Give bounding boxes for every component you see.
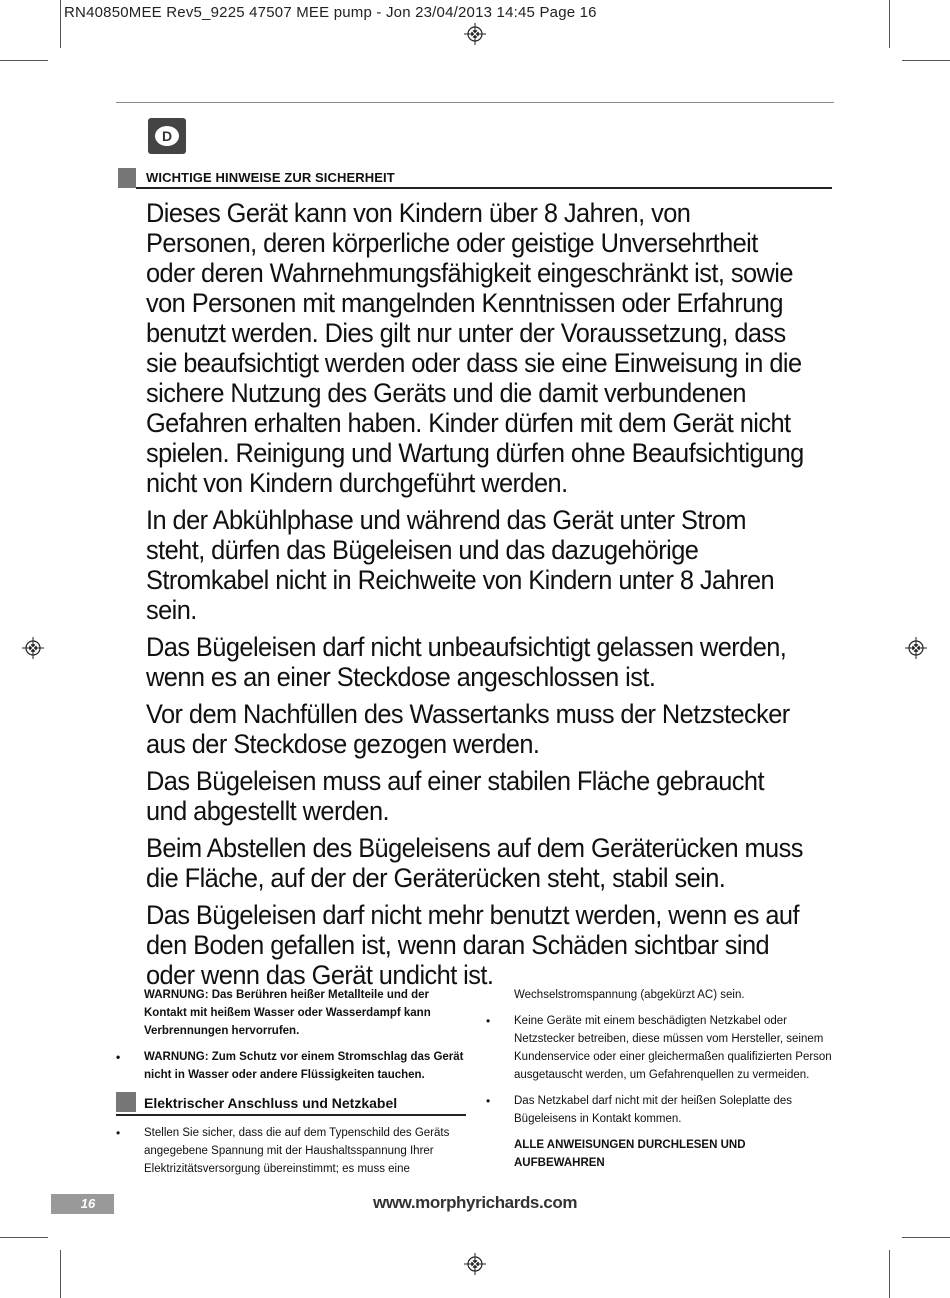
registration-mark-icon — [464, 23, 486, 45]
closing-note — [486, 1136, 838, 1172]
page-number-tab — [51, 1194, 114, 1214]
crop-mark — [0, 60, 48, 61]
paragraph: Beim Abstellen des Bügeleisens auf dem Geräterücken muss die Fläche, auf der der Geräterücken steht, stabil sein. — [146, 833, 803, 893]
language-badge — [148, 118, 186, 154]
website-url[interactable]: www.morphyrichards.com — [373, 1193, 578, 1212]
continuation-text — [486, 986, 838, 1004]
crop-mark — [902, 1237, 950, 1238]
paragraph: Das Bügeleisen muss auf einer stabilen Fläche gebraucht und abgestellt werden. — [146, 766, 764, 826]
list-item — [486, 1012, 838, 1084]
crop-mark — [0, 1237, 48, 1238]
divider — [136, 187, 832, 189]
page-number: 16 — [80, 1196, 96, 1211]
crop-mark — [60, 1250, 61, 1298]
list-item-text: Wechselstromspannung (abgekürzt AC) sein. — [514, 989, 745, 1001]
left-column — [116, 986, 466, 1186]
paragraph: Das Bügeleisen darf nicht unbeaufsichtigt gelassen werden, wenn es an einer Steckdose angeschlossen ist. — [146, 632, 787, 692]
section-title: Elektrischer Anschluss und Netzkabel — [144, 1095, 398, 1111]
section-header — [116, 1092, 466, 1116]
paragraph: Das Bügeleisen darf nicht mehr benutzt werden, wenn es auf den Boden gefallen ist, wenn daran Schäden sichtbar sind oder wenn das Gerät undicht ist. — [146, 900, 799, 990]
list-item — [116, 1124, 466, 1178]
paragraph: Dieses Gerät kann von Kindern über 8 Jahren, von Personen, deren körperliche oder geistige Unversehrtheit oder deren Wahrnehmungsfähigkeit eingeschränkt ist, sowie von Personen mit mangelnden Kenntnissen oder Erfahrung benutzt werden. Dies gilt nur unter der Voraussetzung, dass sie beaufsichtigt werden oder dass sie eine Einweisung in die sichere Nutzung des Geräts und die damit verbundenen Gefahren erhalten haben. Kinder dürfen mit dem Gerät nicht spielen. Reinigung und Wartung dürfen ohne Beaufsichtigung nicht von Kindern durchgeführt werden. — [146, 198, 804, 498]
bullet: • — [116, 1050, 121, 1064]
warning-text — [116, 986, 466, 1040]
crop-mark — [60, 0, 61, 48]
print-slug: RN40850MEE Rev5_9225 47507 MEE pump - Jon 23/04/2013 14:45 Page 16 — [64, 4, 597, 21]
crop-mark — [889, 0, 890, 48]
crop-mark — [889, 1250, 890, 1298]
list-item-text: Keine Geräte mit einem beschädigten Netzkabel oder Netzstecker betreiben, diese müssen vom Hersteller, seinem Kundenservice oder einer gleichermaßen qualifizierten Person ausgetauscht werden, um Gefahrenquellen zu vermeiden. — [514, 1015, 832, 1081]
section-marker — [116, 1092, 136, 1112]
bullet: • — [486, 1094, 491, 1108]
section-title: WICHTIGE HINWEISE ZUR SICHERHEIT — [146, 170, 395, 185]
registration-mark-icon — [464, 1253, 486, 1275]
list-item — [486, 1092, 838, 1128]
paragraph: In der Abkühlphase und während das Gerät unter Strom steht, dürfen das Bügeleisen und das dazugehörige Stromkabel nicht in Reichweite von Kindern unter 8 Jahren sein. — [146, 505, 775, 625]
warning-text-content: WARNUNG: Zum Schutz vor einem Stromschlag das Gerät nicht in Wasser oder andere Flüssigkeiten tauchen. — [144, 1051, 464, 1081]
paragraph: Vor dem Nachfüllen des Wassertanks muss der Netzstecker aus der Steckdose gezogen werden. — [146, 699, 790, 759]
registration-mark-icon — [22, 637, 44, 659]
section-marker — [118, 168, 136, 188]
closing-note-text: ALLE ANWEISUNGEN DURCHLESEN UND AUFBEWAHREN — [514, 1139, 746, 1169]
right-column — [486, 986, 838, 1180]
safety-text — [146, 198, 804, 997]
bullet: • — [486, 1014, 491, 1028]
warning-text-content: WARNUNG: Das Berühren heißer Metallteile und der Kontakt mit heißem Wasser oder Wasserdampf kann Verbrennungen hervorrufen. — [144, 989, 431, 1037]
divider — [116, 102, 834, 103]
registration-mark-icon — [905, 637, 927, 659]
list-item-text: Das Netzkabel darf nicht mit der heißen Soleplatte des Bügeleisens in Kontakt kommen. — [514, 1095, 793, 1125]
list-item — [116, 1048, 466, 1084]
list-item-text: Stellen Sie sicher, dass die auf dem Typenschild des Geräts angegebene Spannung mit der Haushaltsspannung Ihrer Elektrizitätsversorgung übereinstimmt; es muss eine — [144, 1127, 450, 1175]
bullet: • — [116, 1126, 121, 1140]
crop-mark — [902, 60, 950, 61]
language-badge-label: D — [155, 126, 179, 146]
